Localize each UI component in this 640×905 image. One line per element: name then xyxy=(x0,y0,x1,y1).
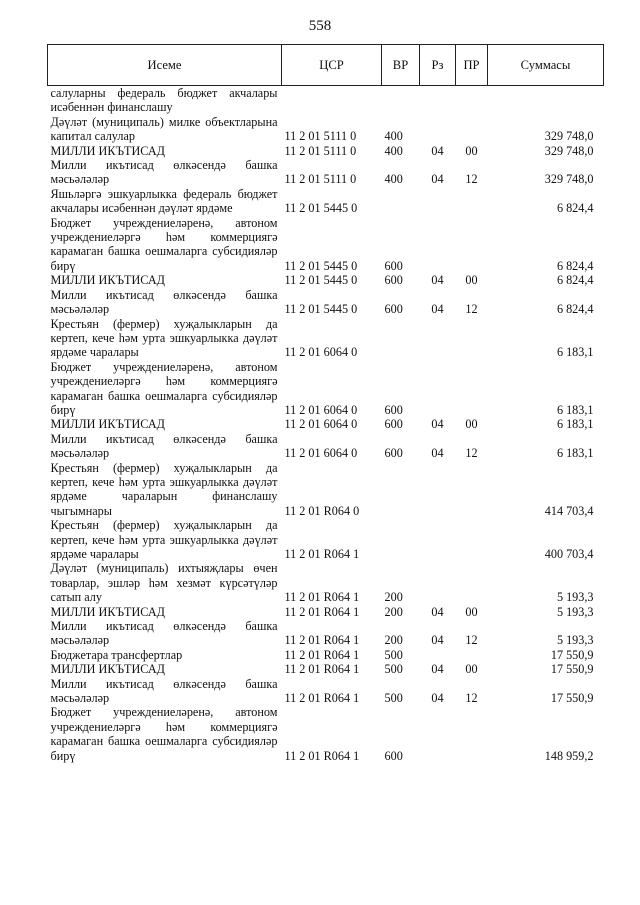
cell-rz xyxy=(420,705,456,763)
cell-vr: 600 xyxy=(384,748,403,763)
cell-vr: 600 xyxy=(384,302,403,317)
cell-csr: 11 2 01 R064 1 xyxy=(284,691,360,706)
cell-vr: 500 xyxy=(384,647,403,662)
cell-sum: 414 703,4 xyxy=(544,503,594,518)
budget-table xyxy=(47,44,604,763)
cell-name: МИЛЛИ ИКЪТИСАД xyxy=(50,273,165,288)
table-row xyxy=(48,115,604,144)
table-row xyxy=(48,518,604,561)
table-row xyxy=(48,360,604,418)
cell-pr xyxy=(456,648,488,662)
table-row xyxy=(48,187,604,216)
cell-name: Яшьләргә эшкуарлыкка федераль бюджет акчалары исәбеннән дәүләт ярдәме xyxy=(50,186,278,216)
table-row xyxy=(48,144,604,158)
column-header-name: Исеме xyxy=(48,45,282,86)
cell-sum: 17 550,9 xyxy=(550,691,594,706)
cell-rz xyxy=(420,461,456,519)
table-row xyxy=(48,86,604,115)
cell-csr: 11 2 01 R064 1 xyxy=(284,633,360,648)
cell-sum: 6 183,1 xyxy=(556,345,594,360)
cell-rz xyxy=(420,86,456,115)
cell-sum: 6 183,1 xyxy=(556,417,594,432)
cell-pr: 00 xyxy=(465,273,478,288)
cell-rz xyxy=(420,360,456,418)
cell-vr: 400 xyxy=(384,129,403,144)
table-row xyxy=(48,705,604,763)
column-header-rz: Рз xyxy=(420,45,456,86)
cell-rz: 04 xyxy=(431,691,444,706)
cell-vr: 600 xyxy=(384,446,403,461)
cell-rz: 04 xyxy=(431,143,444,158)
cell-csr: 11 2 01 5445 0 xyxy=(284,258,358,273)
cell-pr: 00 xyxy=(465,417,478,432)
cell-name: МИЛЛИ ИКЪТИСАД xyxy=(50,143,165,158)
cell-csr: 11 2 01 R064 1 xyxy=(284,662,360,677)
cell-vr: 200 xyxy=(384,633,403,648)
cell-pr xyxy=(456,360,488,418)
cell-pr: 12 xyxy=(465,172,478,187)
cell-name: Бюджетара трансфертлар xyxy=(50,647,183,662)
table-row xyxy=(48,662,604,676)
cell-csr: 11 2 01 6064 0 xyxy=(284,446,358,461)
cell-name: Бюджет учреждениеләренә, автоном учреждениеләргә һәм коммерциягә карамаган башка оешмаларга субсидияләр бирү xyxy=(50,705,278,763)
cell-sum: 6 183,1 xyxy=(556,402,594,417)
cell-name: Милли икътисад өлкәсендә башка мәсьәләләр xyxy=(50,287,278,317)
cell-rz xyxy=(420,115,456,144)
cell-rz xyxy=(420,216,456,274)
table-row xyxy=(48,619,604,648)
cell-name: Крестьян (фермер) хуҗалыкларын да кертеп, кече һәм урта эшкуарлыкка дәүләт ярдәме чаралары xyxy=(50,316,278,360)
cell-csr: 11 2 01 5445 0 xyxy=(284,273,358,288)
cell-sum: 6 824,4 xyxy=(556,201,594,216)
cell-csr: 11 2 01 6064 0 xyxy=(284,417,358,432)
cell-rz xyxy=(420,561,456,604)
cell-csr: 11 2 01 R064 1 xyxy=(284,590,360,605)
cell-pr xyxy=(456,187,488,216)
cell-vr: 400 xyxy=(384,172,403,187)
cell-rz: 04 xyxy=(431,172,444,187)
table-row xyxy=(48,288,604,317)
cell-csr: 11 2 01 R064 0 xyxy=(284,503,360,518)
cell-pr xyxy=(456,317,488,360)
cell-name: Крестьян (фермер) хуҗалыкларын да кертеп, кече һәм урта эшкуарлыкка дәүләт ярдәме чаралары xyxy=(50,518,278,561)
cell-pr xyxy=(456,518,488,561)
cell-name: Милли икътисад өлкәсендә башка мәсьәләләр xyxy=(50,158,278,187)
cell-sum: 5 193,3 xyxy=(556,633,594,648)
cell-csr: 11 2 01 5111 0 xyxy=(284,172,357,187)
cell-csr: 11 2 01 R064 1 xyxy=(284,647,360,662)
cell-name: МИЛЛИ ИКЪТИСАД xyxy=(50,662,165,677)
cell-vr xyxy=(382,518,420,561)
cell-rz: 04 xyxy=(431,302,444,317)
table-row xyxy=(48,158,604,187)
cell-vr xyxy=(382,317,420,360)
table-row xyxy=(48,648,604,662)
cell-name: салуларны федераль бюджет акчалары исәбеннән финанслашу xyxy=(50,86,278,115)
cell-vr xyxy=(382,461,420,519)
table-row xyxy=(48,317,604,360)
table-row xyxy=(48,605,604,619)
cell-sum: 6 183,1 xyxy=(556,446,594,461)
cell-pr: 00 xyxy=(465,143,478,158)
cell-sum: 329 748,0 xyxy=(544,172,594,187)
table-row xyxy=(48,216,604,274)
cell-vr xyxy=(382,187,420,216)
table-body xyxy=(48,86,604,764)
cell-sum: 148 959,2 xyxy=(544,748,594,763)
page-number: 558 xyxy=(308,18,332,34)
cell-vr: 600 xyxy=(384,258,403,273)
cell-vr: 500 xyxy=(384,691,403,706)
cell-vr: 200 xyxy=(384,590,403,605)
cell-csr: 11 2 01 6064 0 xyxy=(284,402,358,417)
cell-name: МИЛЛИ ИКЪТИСАД xyxy=(50,417,165,432)
cell-rz: 04 xyxy=(431,417,444,432)
cell-sum: 5 193,3 xyxy=(556,604,594,619)
cell-rz: 04 xyxy=(431,633,444,648)
cell-rz xyxy=(420,518,456,561)
cell-pr: 12 xyxy=(465,446,478,461)
cell-rz xyxy=(420,187,456,216)
cell-name: Милли икътисад өлкәсендә башка мәсьәләләр xyxy=(50,619,278,648)
cell-pr xyxy=(456,115,488,144)
cell-name: Милли икътисад өлкәсендә башка мәсьәләләр xyxy=(50,431,278,461)
cell-name: Крестьян (фермер) хуҗалыкларын да кертеп, кече һәм урта эшкуарлыкка дәүләт ярдәме чараларын финанслашу чыгымнары xyxy=(50,460,278,518)
table-row xyxy=(48,461,604,519)
table-row xyxy=(48,677,604,706)
cell-rz xyxy=(420,648,456,662)
cell-rz: 04 xyxy=(431,604,444,619)
cell-vr: 500 xyxy=(384,662,403,677)
cell-csr: 11 2 01 6064 0 xyxy=(284,345,358,360)
cell-sum: 329 748,0 xyxy=(544,129,594,144)
column-header-pr: ПР xyxy=(456,45,488,86)
cell-pr: 00 xyxy=(465,604,478,619)
cell-name: Милли икътисад өлкәсендә башка мәсьәләләр xyxy=(50,676,278,706)
cell-sum: 400 703,4 xyxy=(544,547,594,561)
column-header-sum: Суммасы xyxy=(488,45,604,86)
cell-rz: 04 xyxy=(431,273,444,288)
cell-pr xyxy=(456,705,488,763)
cell-rz: 04 xyxy=(431,446,444,461)
cell-rz xyxy=(420,317,456,360)
cell-name: МИЛЛИ ИКЪТИСАД xyxy=(50,604,165,619)
cell-sum: 6 824,4 xyxy=(556,273,594,288)
cell-vr: 400 xyxy=(384,143,403,158)
table-row xyxy=(48,417,604,431)
cell-csr xyxy=(282,86,382,115)
cell-rz: 04 xyxy=(431,662,444,677)
cell-name: Дәүләт (муниципаль) милке объектларына капитал салулар xyxy=(50,114,278,144)
header-row xyxy=(48,45,604,86)
cell-vr: 600 xyxy=(384,273,403,288)
cell-vr: 600 xyxy=(384,417,403,432)
cell-sum: 6 824,4 xyxy=(556,302,594,317)
cell-csr: 11 2 01 R064 1 xyxy=(284,604,360,619)
cell-vr: 200 xyxy=(384,604,403,619)
cell-csr: 11 2 01 5445 0 xyxy=(284,302,358,317)
cell-sum: 6 824,4 xyxy=(556,258,594,273)
table-row xyxy=(48,432,604,461)
column-header-vr: ВР xyxy=(382,45,420,86)
cell-vr xyxy=(382,86,420,115)
cell-pr: 12 xyxy=(465,302,478,317)
cell-pr xyxy=(456,216,488,274)
cell-sum: 329 748,0 xyxy=(544,143,594,158)
table-row xyxy=(48,273,604,287)
cell-sum: 17 550,9 xyxy=(550,647,594,662)
table-row xyxy=(48,561,604,604)
cell-pr xyxy=(456,86,488,115)
cell-sum: 5 193,3 xyxy=(556,590,594,605)
cell-pr: 12 xyxy=(465,633,478,648)
cell-csr: 11 2 01 R064 1 xyxy=(284,748,360,763)
cell-pr xyxy=(456,561,488,604)
cell-csr: 11 2 01 R064 1 xyxy=(284,547,360,561)
table-header xyxy=(48,45,604,86)
cell-csr: 11 2 01 5111 0 xyxy=(284,129,357,144)
cell-name: Бюджет учреждениеләренә, автоном учреждениеләргә һәм коммерциягә карамаган башка оешмаларга субсидияләр бирү xyxy=(50,359,278,417)
cell-pr: 12 xyxy=(465,691,478,706)
cell-name: Дәүләт (муниципаль) ихтыяҗлары өчен товарлар, эшләр һәм хезмәт күрсәтүләр сатып алу xyxy=(50,561,278,605)
cell-sum: 17 550,9 xyxy=(550,662,594,677)
cell-csr: 11 2 01 5111 0 xyxy=(284,143,357,158)
cell-vr: 600 xyxy=(384,402,403,417)
cell-csr: 11 2 01 5445 0 xyxy=(284,201,358,216)
cell-pr xyxy=(456,461,488,519)
cell-pr: 00 xyxy=(465,662,478,677)
column-header-csr: ЦСР xyxy=(282,45,382,86)
cell-name: Бюджет учреждениеләренә, автоном учреждениеләргә һәм коммерциягә карамаган башка оешмаларга субсидияләр бирү xyxy=(50,215,278,273)
cell-sum xyxy=(488,86,604,115)
